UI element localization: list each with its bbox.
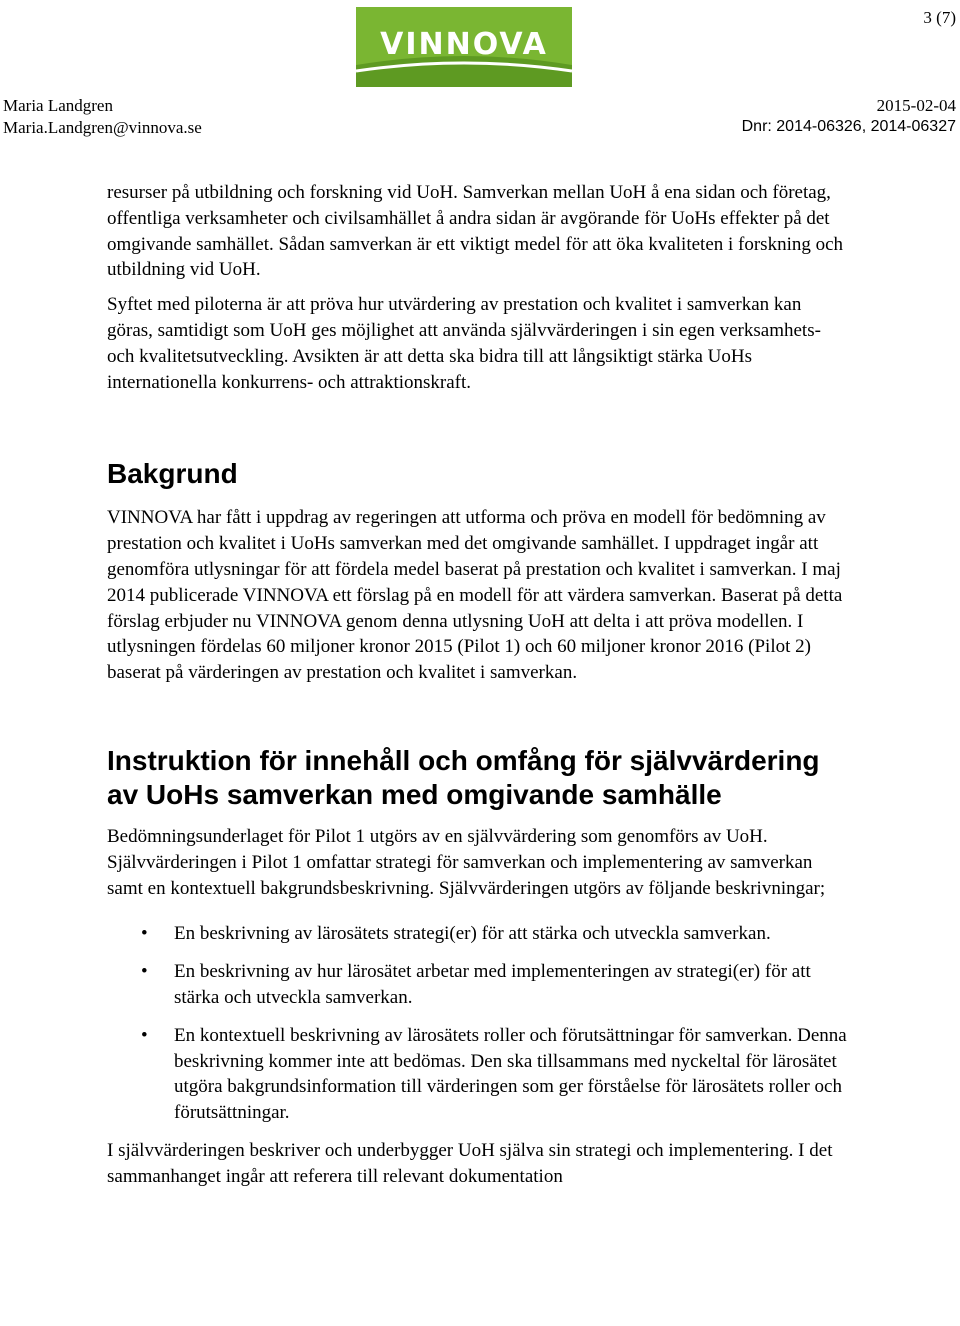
bullet-icon: • (141, 961, 148, 983)
bullet-icon: • (141, 923, 148, 945)
document-date: 2015-02-04 (876, 96, 956, 115)
list-item-text: En beskrivning av hur lärosätet arbetar med implementeringen av strategi(er) för att stärka och utveckla samverkan. (174, 961, 811, 1008)
instructions-paragraph: Bedömningsunderlaget för Pilot 1 utgörs av en självvärdering som genomförs av UoH. Självvärderingen i Pilot 1 omfattar strategi för samverkan och implementering av samverkan samt en kontextuell bakgrundsbeskrivning. Självvärderingen utgörs av följande beskrivningar; (107, 825, 826, 899)
closing-paragraph: I självvärderingen beskriver och underbygger UoH själva sin strategi och implementering. I det sammanhanget ingår att referera till relevant dokumentation (107, 1139, 833, 1187)
list-item (107, 921, 847, 947)
list-item (107, 959, 847, 1011)
self-evaluation-list (107, 921, 847, 1126)
document-registration-number: Dnr: 2014-06326, 2014-06327 (741, 118, 956, 135)
bullet-icon: • (141, 1024, 148, 1046)
author-name: Maria Landgren (3, 96, 113, 115)
list-item (107, 1023, 847, 1126)
vinnova-logo (356, 7, 572, 87)
section-heading-instructions: Instruktion för innehåll och omfång för självvärdering av UoHs samverkan med omgivande samhälle (107, 744, 820, 810)
logo-text: VINNOVA (380, 27, 548, 62)
purpose-paragraph: Syftet med piloterna är att pröva hur utvärdering av prestation och kvalitet i samverkan kan göras, samtidigt som UoH ges möjlighet att använda självvärderingen i sin egen verksamhets- och kvalitetsutveckling. Avsikten är att detta ska bidra till att långsiktigt stärka UoHs internationella konkurrens- och attraktionskraft. (107, 294, 821, 393)
background-paragraph: VINNOVA har fått i uppdrag av regeringen att utforma och pröva en modell för bedömning av prestation och kvalitet i UoHs samverkan med det omgivande samhället. I uppdraget ingår att genomföra utlysningar för att fördela medel baserat på prestation och kvalitet i samverkan. I maj 2014 publicerade VINNOVA ett förslag på en modell för att värdera samverkan. Baserat på detta förslag erbjuder nu VINNOVA genom denna utlysning UoH att delta i att pröva modellen. I utlysningen fördelas 60 miljoner kronor 2015 (Pilot 1) och 60 miljoner kronor 2016 (Pilot 2) baserat på värderingen av prestation och kvalitet i samverkan. (107, 507, 843, 684)
page-number: 3 (7) (923, 8, 956, 27)
author-email[interactable]: Maria.Landgren@vinnova.se (3, 118, 202, 137)
list-item-text: En beskrivning av lärosätets strategi(er) för att stärka och utveckla samverkan. (174, 923, 771, 945)
intro-paragraph: resurser på utbildning och forskning vid UoH. Samverkan mellan UoH å ena sidan och företag, offentliga verksamheter och civilsamhället å andra sidan är avgörande för UoHs effekter på det omgivande samhället. Sådan samverkan är ett viktigt medel för att öka kvaliteten i forskning och utbildning vid UoH. (107, 182, 844, 281)
list-item-text: En kontextuell beskrivning av lärosätets roller och förutsättningar för samverkan. Denna beskrivning kommer inte att bedömas. Den ska tillsammans med nyckeltal för lärosätet utgöra bakgrundsinformation till värderingen som ger förståelse för lärosätets roller och förutsättningar. (174, 1024, 847, 1124)
document-body (107, 180, 847, 1190)
section-heading-background: Bakgrund (107, 458, 238, 490)
